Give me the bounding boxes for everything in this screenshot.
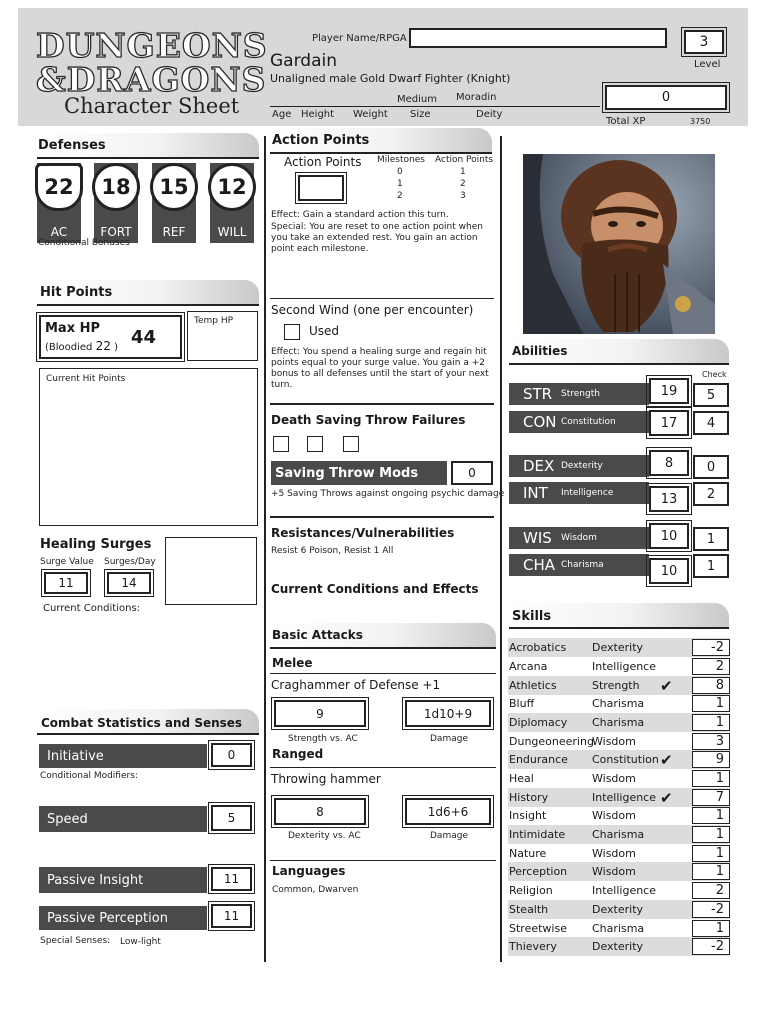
character-description: Unaligned male Gold Dwarf Fighter (Knight): [270, 72, 511, 85]
death-saves-title: Death Saving Throw Failures: [271, 413, 466, 427]
languages-line: [270, 860, 496, 861]
speed-field[interactable]: [211, 805, 252, 831]
ability-con-score[interactable]: [649, 410, 689, 436]
conditions-title: Current Conditions and Effects: [271, 582, 479, 596]
combat-header-line: [37, 733, 259, 735]
dwarf-portrait-image: [523, 154, 715, 334]
melee-attack-value: 9: [316, 706, 324, 721]
milestone-row-0-a: 1: [460, 167, 466, 177]
surges-per-day-label: Surges/Day: [104, 557, 156, 567]
temp-hp-label: Temp HP: [194, 316, 234, 326]
skill-value[interactable]: 1: [692, 770, 730, 787]
death-save-checkbox-1[interactable]: [273, 436, 289, 452]
skill-name: Thievery: [509, 940, 557, 953]
ability-con-check-value: 4: [706, 415, 716, 431]
skill-name: Stealth: [509, 903, 549, 916]
action-points-field[interactable]: [298, 175, 344, 201]
max-hp-box[interactable]: [39, 315, 182, 359]
will-shield: [210, 163, 254, 243]
total-xp-value: 0: [661, 90, 671, 105]
skill-row: [508, 881, 730, 900]
resistances-text: Resist 6 Poison, Resist 1 All: [271, 546, 394, 556]
surges-used-box[interactable]: [165, 537, 257, 605]
ability-int: [509, 482, 649, 504]
ref-value: 15: [150, 163, 198, 211]
ranged-weapon: Throwing hammer: [271, 772, 381, 786]
surge-value-label: Surge Value: [40, 557, 94, 567]
skill-ability: Strength: [592, 679, 640, 692]
conditional-modifiers-label: Conditional Modifiers:: [40, 771, 138, 781]
skill-name: Heal: [509, 772, 534, 785]
death-saves-line: [270, 403, 494, 405]
ranged-attack-value: 8: [316, 804, 324, 819]
skill-value[interactable]: 8: [692, 677, 730, 694]
bloodied-value: 22: [95, 339, 111, 353]
ability-cha-abbr: CHA: [523, 556, 556, 574]
basic-attacks-title: Basic Attacks: [272, 628, 363, 642]
skill-value[interactable]: -2: [692, 901, 730, 918]
skill-row: [508, 806, 730, 825]
ability-wis-name: Wisdom: [561, 533, 597, 543]
second-wind-used-checkbox[interactable]: [284, 324, 300, 340]
skill-row: [508, 638, 730, 657]
identity-line: [270, 106, 600, 107]
passive-insight-label: Passive Insight: [47, 872, 144, 888]
skill-ability: Wisdom: [592, 847, 636, 860]
skill-name: Nature: [509, 847, 547, 860]
deity-value: Moradin: [456, 92, 497, 103]
total-xp-label: Total XP: [606, 116, 646, 127]
ability-dex-abbr: DEX: [523, 457, 555, 475]
second-wind-line: [270, 298, 494, 299]
size-label: Size: [410, 109, 431, 120]
current-hp-box[interactable]: [39, 368, 258, 526]
skill-ability: Dexterity: [592, 903, 644, 916]
skill-ability: Wisdom: [592, 772, 636, 785]
character-portrait: [523, 154, 715, 334]
melee-attack-field[interactable]: [274, 700, 366, 727]
column-divider-right: [500, 136, 502, 962]
trained-check-icon: ✔: [660, 788, 673, 807]
surge-value-field[interactable]: [44, 572, 88, 594]
milestones-label: Milestones: [377, 155, 425, 165]
ability-con: [509, 411, 649, 433]
skill-ability: Charisma: [592, 697, 645, 710]
initiative-value: 0: [227, 748, 236, 762]
height-label: Height: [301, 109, 335, 120]
skill-row: [508, 657, 730, 676]
ac-label: AC: [50, 225, 68, 239]
ability-cha-score[interactable]: [649, 558, 689, 584]
ranged-label: Ranged: [272, 747, 324, 761]
ranged-attack-field[interactable]: [274, 798, 366, 825]
death-save-checkbox-3[interactable]: [343, 436, 359, 452]
skill-name: Intimidate: [509, 828, 566, 841]
skill-ability: Dexterity: [592, 940, 644, 953]
resistances-title: Resistances/Vulnerabilities: [271, 526, 455, 540]
ability-str-score[interactable]: [649, 378, 689, 404]
current-conditions-label: Current Conditions:: [43, 603, 141, 614]
ref-shield: [152, 163, 196, 243]
skill-value[interactable]: 1: [692, 920, 730, 937]
ref-label: REF: [162, 225, 186, 239]
languages-text: Common, Dwarven: [272, 885, 359, 895]
skill-ability: Charisma: [592, 716, 645, 729]
passive-perception-label: Passive Perception: [47, 910, 168, 926]
special-senses-value: Low-light: [120, 937, 161, 947]
skill-row: [508, 713, 730, 732]
skill-name: Streetwise: [509, 922, 567, 935]
ability-str-abbr: STR: [523, 385, 553, 403]
trained-check-icon: ✔: [660, 676, 673, 695]
hit-points-header-line: [37, 304, 259, 306]
action-points-title: Action Points: [272, 133, 370, 148]
melee-damage-label: Damage: [430, 734, 468, 744]
ability-cha-name: Charisma: [561, 560, 604, 570]
healing-surges-title: Healing Surges: [40, 537, 152, 552]
action-points-col-label: Action Points: [435, 155, 494, 165]
level-label: Level: [694, 59, 721, 70]
ac-shield: [37, 163, 81, 243]
milestone-row-1-a: 2: [460, 179, 466, 189]
ability-dex-check[interactable]: [693, 455, 729, 479]
second-wind-title: Second Wind (one per encounter): [271, 303, 474, 317]
abilities-header-line: [509, 363, 729, 365]
surges-per-day-value: 14: [121, 576, 137, 590]
ability-cha-check-value: 1: [706, 558, 716, 574]
skill-ability: Intelligence: [592, 884, 657, 897]
ability-dex-score[interactable]: [649, 450, 689, 476]
skill-row: [508, 769, 730, 788]
ability-con-score-value: 17: [660, 415, 678, 431]
skill-value[interactable]: 7: [692, 789, 730, 806]
skill-name: Insight: [509, 809, 547, 822]
ability-dex-name: Dexterity: [561, 461, 603, 471]
ability-cha-score-value: 10: [660, 563, 678, 579]
skill-row: [508, 825, 730, 844]
action-points-box-label: Action Points: [284, 155, 362, 169]
level-value: 3: [699, 34, 709, 50]
melee-damage-value: 1d10+9: [423, 706, 473, 721]
action-points-special: Special: You are reset to one action point when you take an extended rest. You gain an action point each milestone.: [271, 222, 483, 254]
skill-ability: Dexterity: [592, 641, 644, 654]
languages-title: Languages: [272, 864, 346, 878]
ability-int-score-value: 13: [660, 491, 678, 507]
skill-ability: Constitution: [592, 753, 659, 766]
skill-row: [508, 900, 730, 919]
initiative-field[interactable]: [211, 743, 252, 767]
skill-row: [508, 919, 730, 938]
player-name-field[interactable]: [409, 28, 667, 48]
skill-ability: Charisma: [592, 922, 645, 935]
skill-row: [508, 862, 730, 881]
skill-name: History: [509, 791, 549, 804]
skill-value[interactable]: -2: [692, 639, 730, 656]
weight-label: Weight: [353, 109, 388, 120]
milestone-row-2-a: 3: [460, 191, 466, 201]
ability-str: [509, 383, 649, 405]
ability-int-name: Intelligence: [561, 488, 614, 498]
ability-wis-abbr: WIS: [523, 529, 552, 547]
death-save-checkbox-2[interactable]: [307, 436, 323, 452]
temp-hp-box[interactable]: [187, 311, 258, 361]
deity-label: Deity: [476, 109, 503, 120]
ranged-damage-value: 1d6+6: [427, 804, 469, 819]
ranged-vs-label: Dexterity vs. AC: [288, 831, 361, 841]
skill-name: Acrobatics: [509, 641, 567, 654]
initiative-label: Initiative: [47, 748, 104, 764]
skill-ability: Wisdom: [592, 735, 636, 748]
resistances-line: [270, 516, 494, 518]
melee-vs-label: Strength vs. AC: [288, 734, 358, 744]
ability-wis-score-value: 10: [660, 528, 678, 544]
skill-ability: Intelligence: [592, 660, 657, 673]
speed-bar: [39, 806, 207, 832]
max-hp-value: 44: [131, 327, 157, 348]
ability-str-check-value: 5: [706, 387, 716, 403]
melee-damage-field[interactable]: [405, 700, 491, 727]
skill-row: [508, 732, 730, 751]
speed-label: Speed: [47, 811, 88, 827]
bloodied-prefix: (Bloodied: [45, 342, 93, 353]
ability-str-check[interactable]: [693, 383, 729, 407]
skill-value[interactable]: -2: [692, 938, 730, 955]
surges-per-day-field[interactable]: [107, 572, 151, 594]
fort-label: FORT: [100, 225, 132, 239]
saving-throw-bar: [271, 461, 447, 485]
sheet-title: Character Sheet: [64, 94, 240, 118]
skill-row: [508, 694, 730, 713]
ability-str-name: Strength: [561, 389, 600, 399]
passive-perception-value: 11: [223, 909, 240, 923]
skill-row: [508, 937, 730, 956]
skill-value[interactable]: 1: [692, 845, 730, 862]
surge-value: 11: [58, 576, 74, 590]
second-wind-effect: Effect: You spend a healing surge and regain hit points equal to your surge value. You gain a +2 bonus to all defenses until the start of your next turn.: [271, 347, 489, 390]
milestone-row-1-m: 1: [397, 179, 403, 189]
bloodied-line: [45, 339, 118, 353]
skill-ability: Intelligence: [592, 791, 657, 804]
action-points-effect: Effect: Gain a standard action this turn.: [271, 210, 449, 220]
ability-wis-score[interactable]: [649, 523, 689, 549]
skills-header-line: [509, 627, 729, 629]
skill-value[interactable]: 1: [692, 863, 730, 880]
fort-value: 18: [92, 163, 140, 211]
ability-dex-score-value: 8: [664, 455, 674, 471]
saving-throw-value: 0: [468, 466, 476, 480]
passive-perception-bar: [39, 906, 207, 930]
column-divider-left: [264, 136, 266, 962]
defenses-header-line: [37, 157, 259, 159]
skill-name: Bluff: [509, 697, 535, 710]
ranged-damage-field[interactable]: [405, 798, 491, 825]
size-value: Medium: [397, 94, 437, 105]
defenses-title: Defenses: [38, 138, 106, 153]
second-wind-used-label: Used: [309, 324, 340, 338]
initiative-bar: [39, 744, 207, 768]
abilities-title: Abilities: [512, 344, 568, 358]
ranged-damage-label: Damage: [430, 831, 468, 841]
conditional-bonuses-label: Conditional Bonuses: [38, 238, 130, 248]
ability-int-score[interactable]: [649, 486, 689, 512]
ability-cha: [509, 554, 649, 576]
ability-int-check[interactable]: [693, 482, 729, 506]
special-senses-label: Special Senses:: [40, 936, 111, 946]
skill-ability: Wisdom: [592, 809, 636, 822]
next-level-xp: 3750: [690, 117, 711, 126]
character-name: Gardain: [270, 51, 337, 71]
saving-throw-field[interactable]: [451, 461, 493, 485]
skill-name: Religion: [509, 884, 553, 897]
ability-con-abbr: CON: [523, 413, 557, 431]
basic-attacks-header-line: [270, 647, 496, 649]
skill-row: [508, 676, 730, 695]
melee-line: [270, 673, 496, 674]
saving-throw-title: Saving Throw Mods: [275, 465, 419, 481]
ability-int-abbr: INT: [523, 484, 548, 502]
ranged-line: [270, 767, 496, 768]
fort-shield: [94, 163, 138, 243]
skill-value[interactable]: 1: [692, 826, 730, 843]
skill-name: Diplomacy: [509, 716, 568, 729]
skill-row: [508, 750, 730, 769]
ability-str-score-value: 19: [660, 383, 678, 399]
ability-wis-check[interactable]: [693, 527, 729, 551]
skill-name: Arcana: [509, 660, 548, 673]
current-hp-label: Current Hit Points: [46, 374, 126, 384]
age-label: Age: [272, 109, 292, 120]
skill-value[interactable]: 3: [692, 733, 730, 750]
ability-dex-check-value: 0: [706, 459, 716, 475]
level-field[interactable]: [684, 30, 724, 54]
skill-ability: Charisma: [592, 828, 645, 841]
ability-con-check[interactable]: [693, 411, 729, 435]
melee-weapon: Craghammer of Defense +1: [271, 678, 441, 692]
skill-name: Endurance: [509, 753, 568, 766]
saving-throw-note: +5 Saving Throws against ongoing psychic damage: [271, 489, 505, 499]
skill-row: [508, 788, 730, 807]
logo-line-1: DUNGEONS: [36, 26, 268, 65]
ability-con-name: Constitution: [561, 417, 616, 427]
ability-int-check-value: 2: [706, 486, 716, 502]
combat-title: Combat Statistics and Senses: [41, 716, 243, 730]
ability-dex: [509, 455, 649, 477]
skill-value[interactable]: 9: [692, 751, 730, 768]
trained-check-icon: ✔: [660, 750, 673, 769]
max-hp-label: Max HP: [45, 321, 101, 336]
ability-wis-check-value: 1: [706, 531, 716, 547]
check-label: Check: [702, 370, 727, 379]
passive-insight-field[interactable]: [211, 867, 252, 891]
skill-value[interactable]: 1: [692, 714, 730, 731]
will-value: 12: [208, 163, 256, 211]
ac-value: 22: [35, 163, 83, 211]
skills-title: Skills: [512, 609, 552, 624]
melee-label: Melee: [272, 656, 313, 670]
skill-value[interactable]: 2: [692, 658, 730, 675]
skill-value[interactable]: 1: [692, 807, 730, 824]
ability-cha-check[interactable]: [693, 554, 729, 578]
passive-insight-value: 11: [223, 872, 240, 886]
total-xp-field[interactable]: [605, 85, 727, 110]
hit-points-title: Hit Points: [40, 285, 113, 300]
skill-row: [508, 844, 730, 863]
player-name-label: Player Name/RPGA: [312, 33, 407, 44]
bloodied-suffix: ): [114, 342, 118, 353]
skill-name: Athletics: [509, 679, 557, 692]
skill-value[interactable]: 1: [692, 695, 730, 712]
logo-line-2: &DRAGONS: [36, 60, 267, 99]
action-points-header-line: [270, 152, 492, 154]
skill-name: Dungeoneering: [509, 735, 594, 748]
skill-value[interactable]: 2: [692, 882, 730, 899]
speed-value: 5: [227, 811, 236, 825]
skill-ability: Wisdom: [592, 865, 636, 878]
skill-name: Perception: [509, 865, 568, 878]
ability-wis: [509, 527, 649, 549]
milestone-row-0-m: 0: [397, 167, 403, 177]
passive-perception-field[interactable]: [211, 904, 252, 928]
passive-insight-bar: [39, 867, 207, 893]
will-label: WILL: [217, 225, 247, 239]
milestone-row-2-m: 2: [397, 191, 403, 201]
